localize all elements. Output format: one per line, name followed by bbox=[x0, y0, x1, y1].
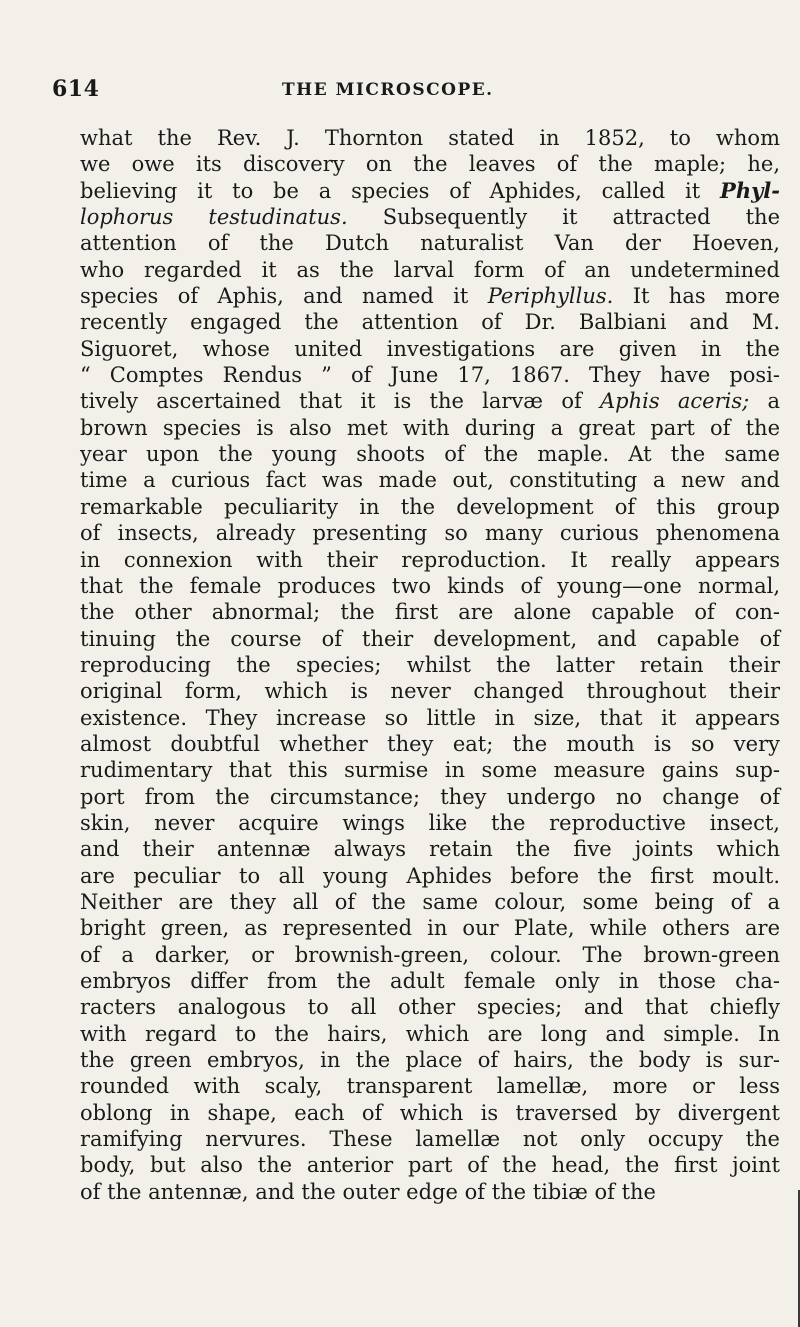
text-line bbox=[80, 1073, 780, 1099]
text-line bbox=[80, 204, 780, 230]
text-segment: with regard to the hairs, which are long and simple. In bbox=[80, 1021, 780, 1046]
text-line bbox=[80, 942, 780, 968]
text-line bbox=[80, 441, 780, 467]
text-line bbox=[80, 1047, 780, 1073]
text-line bbox=[80, 1100, 780, 1126]
body-text bbox=[80, 125, 780, 1205]
text-segment: It has more bbox=[613, 284, 780, 309]
text-segment: of insects, already presenting so many curious phenomena bbox=[80, 521, 780, 546]
text-segment: port from the circumstance; they undergo no change of bbox=[80, 784, 780, 809]
text-segment: “ Comptes Rendus ” of June 17, 1867. They have posi- bbox=[80, 363, 780, 388]
text-line bbox=[80, 494, 780, 520]
text-line bbox=[80, 810, 780, 836]
text-line bbox=[80, 757, 780, 783]
text-segment: embryos differ from the adult female only in those cha- bbox=[80, 969, 780, 993]
text-line bbox=[80, 125, 780, 151]
text-segment: remarkable peculiarity in the development of this group bbox=[80, 494, 780, 519]
text-line bbox=[80, 336, 780, 362]
text-segment: rounded with scaly, transparent lamellæ, more or less bbox=[80, 1074, 780, 1099]
text-segment: we owe its discovery on the leaves of the maple; he, bbox=[80, 152, 780, 177]
text-segment: year upon the young shoots of the maple. At the same bbox=[80, 442, 780, 467]
text-segment: brown species is also met with during a great part of the bbox=[80, 415, 780, 440]
text-segment: are peculiar to all young Aphides before the first moult. bbox=[80, 863, 780, 888]
text-segment: tinuing the course of their development, and capable of bbox=[80, 626, 780, 651]
text-line bbox=[80, 415, 780, 441]
text-segment: ramifying nervures. These lamellæ not only occupy the bbox=[80, 1127, 780, 1152]
text-segment: skin, never acquire wings like the reproductive insect, bbox=[80, 810, 780, 835]
text-segment: time a curious fact was made out, constituting a new and bbox=[80, 468, 780, 493]
text-line bbox=[80, 520, 780, 546]
text-line bbox=[80, 283, 780, 309]
text-segment: oblong in shape, each of which is traversed by divergent bbox=[80, 1100, 780, 1125]
text-line bbox=[80, 915, 780, 941]
text-segment: the green embryos, in the place of hairs, the body is sur- bbox=[80, 1048, 780, 1073]
emphasized-text: lophorus testudinatus. bbox=[80, 205, 348, 230]
text-line bbox=[80, 467, 780, 493]
text-segment: species of Aphis, and named it bbox=[80, 284, 488, 309]
text-segment: tively ascertained that it is the larvæ of bbox=[80, 389, 600, 414]
text-segment: believing it to be a species of Aphides, called it bbox=[80, 178, 721, 203]
text-segment: body, but also the anterior part of the head, the first joint bbox=[80, 1153, 780, 1178]
text-line bbox=[80, 599, 780, 625]
text-segment: recently engaged the attention of Dr. Balbiani and M. bbox=[80, 310, 780, 335]
text-segment: that the female produces two kinds of young—one normal, bbox=[80, 573, 780, 598]
text-line bbox=[80, 257, 780, 283]
emphasized-text: Aphis aceris; bbox=[600, 389, 750, 414]
text-line bbox=[80, 626, 780, 652]
running-head: THE MICROSCOPE. bbox=[282, 80, 494, 100]
text-line bbox=[80, 652, 780, 678]
text-segment: original form, which is never changed throughout their bbox=[80, 679, 780, 704]
text-line bbox=[80, 1021, 780, 1047]
text-line bbox=[80, 1152, 780, 1178]
text-line bbox=[80, 968, 780, 994]
emphasized-text: Phyl- bbox=[720, 177, 780, 203]
text-line bbox=[80, 151, 780, 177]
text-line bbox=[80, 1126, 780, 1152]
text-line bbox=[80, 573, 780, 599]
text-segment: who regarded it as the larval form of an undetermined bbox=[80, 257, 780, 282]
text-line bbox=[80, 889, 780, 915]
text-line bbox=[80, 230, 780, 256]
text-segment: a bbox=[749, 389, 781, 414]
text-segment: racters analogous to all other species; and that chiefly bbox=[80, 995, 780, 1020]
text-segment: and their antennæ always retain the five joints which bbox=[80, 837, 780, 862]
text-segment: almost doubtful whether they eat; the mouth is so very bbox=[80, 731, 780, 756]
text-segment: bright green, as represented in our Plate, while others are bbox=[80, 916, 780, 941]
text-line bbox=[80, 309, 780, 335]
text-line bbox=[80, 547, 780, 573]
text-line bbox=[80, 362, 780, 388]
text-line bbox=[80, 994, 780, 1020]
text-segment: Siguoret, whose united investigations are given in the bbox=[80, 336, 780, 361]
text-line bbox=[80, 731, 780, 757]
text-segment: the other abnormal; the first are alone capable of con- bbox=[80, 600, 780, 625]
text-segment: Subsequently it attracted the bbox=[347, 205, 780, 230]
text-segment: attention of the Dutch naturalist Van der Hoeven, bbox=[80, 231, 780, 256]
text-line bbox=[80, 678, 780, 704]
text-line bbox=[80, 178, 780, 204]
page-number: 614 bbox=[52, 76, 100, 102]
text-segment: rudimentary that this surmise in some measure gains sup- bbox=[80, 758, 780, 783]
text-segment: Neither are they all of the same colour, some being of a bbox=[80, 889, 780, 914]
text-line bbox=[80, 784, 780, 810]
text-segment: in connexion with their reproduction. It really appears bbox=[80, 547, 780, 572]
text-line bbox=[80, 836, 780, 862]
text-line bbox=[80, 863, 780, 889]
text-line bbox=[80, 705, 780, 731]
text-segment: of a darker, or brownish-green, colour. The brown-green bbox=[80, 942, 780, 967]
emphasized-text: Periphyllus. bbox=[487, 284, 614, 309]
text-segment: what the Rev. J. Thornton stated in 1852, to whom bbox=[80, 126, 780, 150]
text-segment: reproducing the species; whilst the latter retain their bbox=[80, 652, 780, 677]
text-line bbox=[80, 1179, 780, 1205]
page-header bbox=[52, 76, 782, 106]
text-line bbox=[80, 388, 780, 414]
text-segment: of the antennæ, and the outer edge of the tibiæ of the bbox=[80, 1179, 656, 1204]
text-segment: existence. They increase so little in size, that it appears bbox=[80, 705, 780, 730]
